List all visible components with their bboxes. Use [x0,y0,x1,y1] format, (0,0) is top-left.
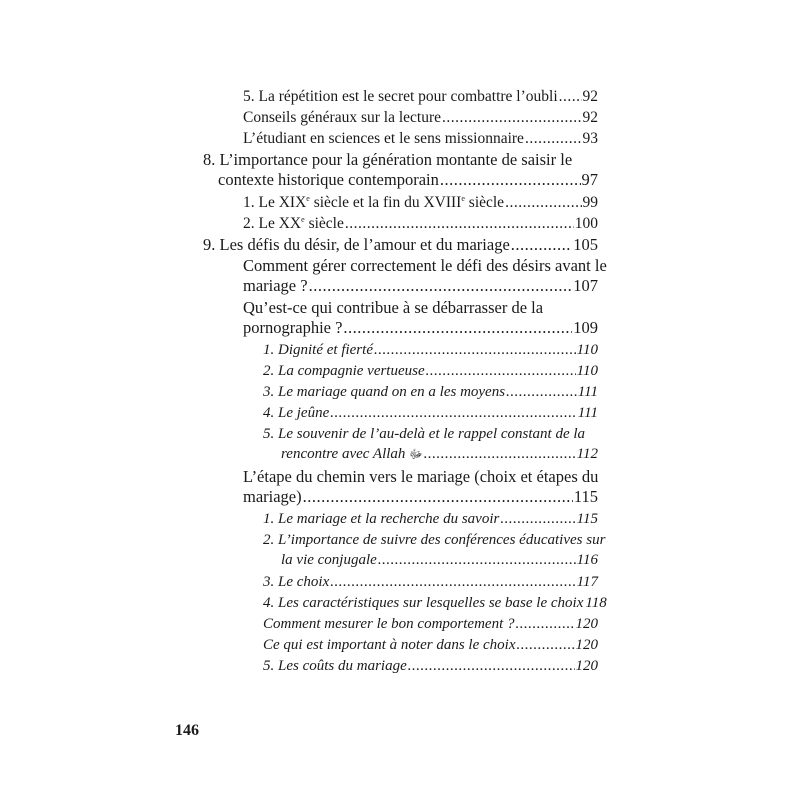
toc-entry: Ce qui est important à noter dans le choix ..... 120 [263,635,598,655]
toc-entry: L’étape du chemin vers le mariage (choix et étapes du mariage) ..... 115 [243,467,598,507]
toc-page-number: 107 [573,276,598,295]
toc-page-number: 100 [574,215,598,232]
toc-page-number: 110 [576,342,598,358]
toc-entry: 1. Dignité et fierté ..... 110 [263,340,598,360]
toc-entry: 3. Le choix ..... 117 [263,572,598,592]
toc-page-number: 118 [585,595,607,611]
toc-entry: 4. Le jeûne ..... 111 [263,403,598,423]
toc-page-number: 93 [582,130,598,147]
toc-entry: 4. Les caractéristiques sur lesquelles se base le choix 118 [263,595,607,611]
toc-entry: 5. Les coûts du mariage ..... 120 [263,656,598,676]
toc-page-number: 110 [576,363,598,379]
toc-page-number: 120 [575,616,598,632]
toc-page-number: 92 [582,109,598,126]
toc-entry: Comment gérer correctement le défi des désirs avant le mariage ? ..... 107 [243,256,598,296]
page-number: 146 [175,722,199,739]
toc-page-number: 115 [576,511,598,527]
toc-entry: 2. La compagnie vertueuse ..... 110 [263,361,598,381]
toc-chapter-9: 9. Les défis du désir, de l’amour et du mariage ..... 105 [203,235,598,255]
toc-entry: L’étudiant en sciences et le sens missionnaire ..... 93 [243,129,598,149]
toc-entry: Comment mesurer le bon comportement ? ..... 120 [263,614,598,634]
toc-entry: 1. Le XIXe siècle et la fin du XVIIIe siècle ..... 99 [243,193,598,213]
toc-entry: 3. Le mariage quand on en a les moyens ..... 111 [263,382,598,402]
toc-page-number: 117 [576,574,598,590]
toc-page-number: 111 [577,405,598,421]
toc-entry: 5. Le souvenir de l’au-delà et le rappel constant de la rencontre avec Allah ﷻ ..... 112 [263,424,598,464]
toc-page-number: 116 [576,552,598,568]
toc-page-number: 112 [576,446,598,462]
toc-page-number: 111 [577,384,598,400]
toc-page-number: 99 [582,194,598,211]
toc-page-number: 120 [575,637,598,653]
toc-chapter-8: 8. L’importance pour la génération montante de saisir le contexte historique contemporain ..... 97 [203,150,598,190]
toc-entry: 2. L’importance de suivre des conférences éducatives sur la vie conjugale ..... 116 [263,530,598,570]
toc-entry: 5. La répétition est le secret pour combattre l’oubli ..... 92 [243,87,598,107]
toc-page-number: 97 [581,170,598,189]
toc-entry: 2. Le XXe siècle ..... 100 [243,214,598,234]
toc-page-number: 120 [575,658,598,674]
toc-page-number: 92 [582,88,598,105]
toc-page-number: 109 [573,318,598,337]
toc-entry: 1. Le mariage et la recherche du savoir ..... 115 [263,509,598,529]
toc-page-number: 105 [573,235,598,254]
toc-page-number: 115 [573,487,598,506]
toc-entry: Conseils généraux sur la lecture ..... 92 [243,108,598,128]
honorific-glyph-icon: ﷻ [409,447,423,461]
toc-entry: Qu’est-ce qui contribue à se débarrasser de la pornographie ? ..... 109 [243,298,598,338]
